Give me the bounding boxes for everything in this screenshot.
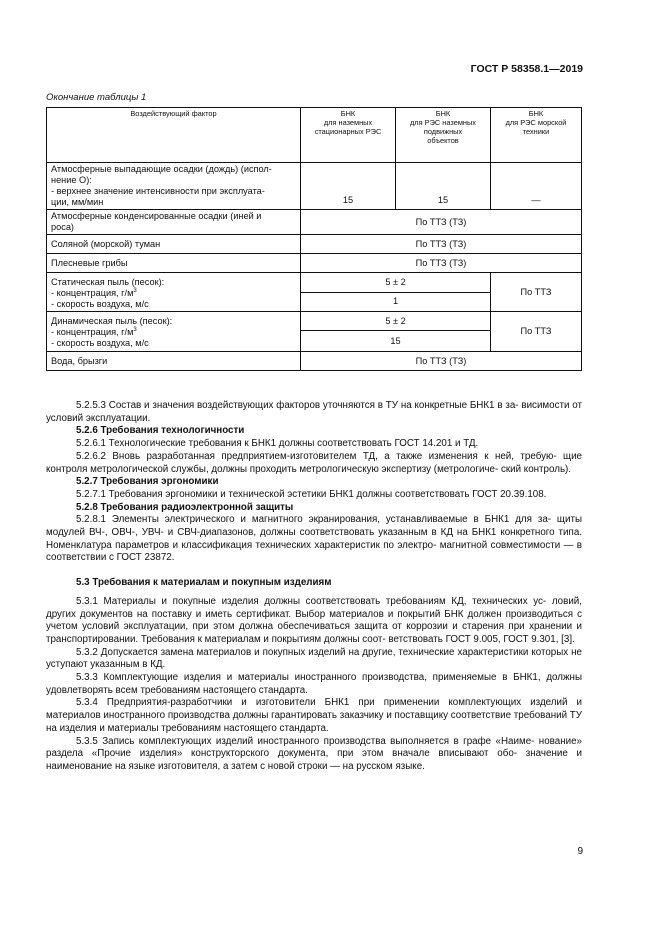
row-fog-label: Соляной (морской) туман: [47, 235, 301, 254]
paragraph: 5.3.3 Комплектующие изделия и материалы иностранного производства, применяемые в БНК1, должны удовлетворять всем требованиям настоящего стандарта.: [46, 672, 582, 696]
header-ground: БНК для наземных стационарных РЭС: [301, 108, 396, 163]
table-header-row: [47, 108, 582, 163]
static-dust-title: Статическая пыль (песок):: [51, 277, 165, 287]
row-rain-sea: —: [491, 163, 582, 210]
dynamic-dust-conc-label: - концентрация, $г/м^3$: [51, 326, 137, 337]
row-dynamic-dust-label: [47, 312, 301, 352]
table-row: [47, 254, 582, 273]
table-row: [47, 273, 582, 293]
section-heading: 5.2.6 Требования технологичности: [76, 425, 245, 437]
table-row: [47, 235, 582, 254]
static-dust-speed-value: 1: [301, 292, 491, 312]
dynamic-dust-conc-value: 5 ± 2: [301, 312, 491, 331]
paragraph: 5.2.8.1 Элементы электрического и магнитного экранирования, устанавливаемые в БНК1 для за- щиты модулей ВЧ-, ОВЧ-, УВЧ- и СВЧ-диапазонов, должны соответствовать указанным в КД на БНК1 конкретного типа. Номенклатура параметров и классификация технических характеристик по электро- магнитной совместимости — в соответствии с ГОСТ 23872.: [46, 514, 582, 564]
paragraph: 5.2.7.1 Требования эргономики и технической эстетики БНК1 должны соответствовать ГОСТ 20.39.108.: [76, 488, 547, 500]
row-mold-value: По ТТЗ (ТЗ): [301, 254, 582, 273]
dynamic-dust-sea-value: По ТТЗ: [491, 312, 582, 352]
document-id: ГОСТ Р 58358.1—2019: [470, 63, 583, 75]
body-text: [46, 400, 582, 774]
row-static-dust-label: [47, 273, 301, 312]
paragraph: 5.2.6.1 Технологические требования к БНК1 должны соответствовать ГОСТ 14.201 и ТД.: [76, 438, 479, 450]
static-dust-speed-label: - скорость воздуха, м/с: [51, 299, 149, 309]
paragraph: 5.3.4 Предприятия-разработчики и изготовители БНК1 при применении комплектующих изделий и материалов иностранного производства должны гарантировать заказчику и поставщику соответствие требований ТУ на изделия и материалы требованиям настоящего стандарта.: [46, 697, 582, 734]
table-row: [47, 312, 582, 331]
dynamic-dust-title: Динамическая пыль (песок):: [51, 316, 173, 326]
table-row: [47, 352, 582, 371]
row-rain-ground: 15: [301, 163, 396, 210]
table-row: [47, 163, 582, 210]
factors-table: [46, 107, 582, 371]
row-rain-label: Атмосферные выпадающие осадки (дождь) (испол- нение О): - верхнее значение интенсивности при эксплуата- ции, мм/мин: [47, 163, 301, 210]
header-mobile: БНК для РЭС наземных подвижных объектов: [396, 108, 491, 163]
section-heading: 5.2.8 Требования радиоэлектронной защиты: [76, 501, 294, 513]
page-number: 9: [577, 846, 583, 857]
table-caption: Окончание таблицы 1: [46, 92, 147, 103]
paragraph: 5.3.1 Материалы и покупные изделия должны соответствовать требованиям КД, технических ус- ловий, других документов на поставку и иметь сертификат. Выбор материалов и покрытий БНК должен производиться с учетом условий эксплуатации, при этом должна обеспечиваться защита от коррозии и старения при хранении и транспортировании. Требования к материалам и покрытиям должны соот- ветствовать ГОСТ 9.005, ГОСТ 9.301, [3].: [46, 595, 582, 645]
header-sea: БНК для РЭС морской техники: [491, 108, 582, 163]
row-rain-mobile: 15: [396, 163, 491, 210]
paragraph: 5.3.5 Запись комплектующих изделий иностранного производства выполняется в графе «Наиме- нование» раздела «Прочие изделия» конструкторского документа, при этом вначале вписывают обо- значение и наименование на языке изготовителя, а затем с новой строки — на русском языке.: [46, 735, 582, 772]
row-condensed-label: Атмосферные конденсированные осадки (иней и роса): [47, 210, 301, 235]
paragraph: 5.2.6.2 Вновь разработанная предприятием-изготовителем ТД, а также изменения к ней, требую- щие контроля метрологической службы, должны проходить метрологическую экспертизу (метрологиче- ский контроль).: [46, 450, 582, 475]
table-row: [47, 210, 582, 235]
dynamic-dust-speed-label: - скорость воздуха, м/с: [51, 338, 149, 348]
section-heading: 5.3 Требования к материалам и покупным изделиям: [76, 577, 332, 589]
header-factor: Воздействующий фактор: [47, 108, 301, 163]
row-water-label: Вода, брызги: [47, 352, 301, 371]
row-mold-label: Плесневые грибы: [47, 254, 301, 273]
static-dust-conc-label: - концентрация, $г/м^3$: [51, 287, 137, 298]
static-dust-conc-value: 5 ± 2: [301, 273, 491, 293]
section-heading: 5.2.7 Требования эргономики: [76, 476, 219, 488]
row-condensed-value: По ТТЗ (ТЗ): [301, 210, 582, 235]
paragraph: 5.2.5.3 Состав и значения воздействующих факторов уточняются в ТУ на конкретные БНК1 в за- висимости от условий эксплуатации.: [46, 400, 582, 424]
dynamic-dust-speed-value: 15: [301, 331, 491, 352]
row-fog-value: По ТТЗ (ТЗ): [301, 235, 582, 254]
paragraph: 5.3.2 Допускается замена материалов и покупных изделий на другие, технические характеристики которых не уступают указанным в КД.: [46, 646, 582, 671]
row-water-value: По ТТЗ (ТЗ): [301, 352, 582, 371]
static-dust-sea-value: По ТТЗ: [491, 273, 582, 312]
